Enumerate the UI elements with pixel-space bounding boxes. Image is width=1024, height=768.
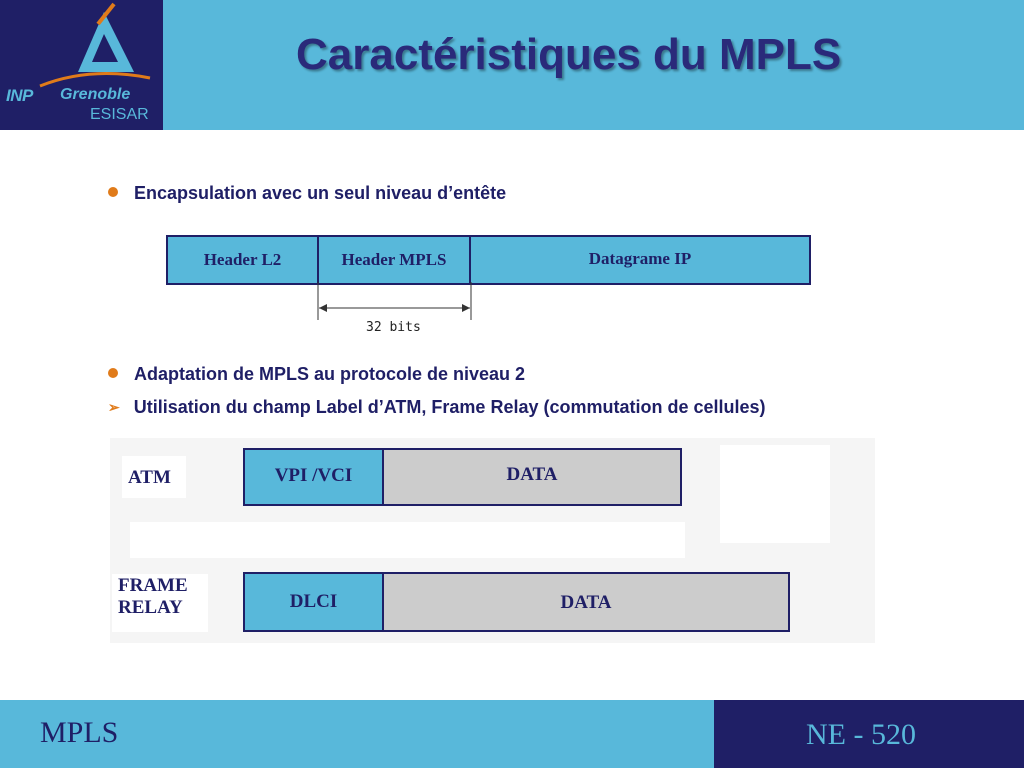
dlci-box [243, 572, 384, 632]
bullet-dot-icon [108, 368, 118, 378]
footer-left [0, 700, 714, 768]
bullet-encapsulation [108, 183, 506, 204]
header-l2-label: Header L2 [203, 250, 282, 269]
bullet-text: Adaptation de MPLS au protocole de niveau 2 [134, 364, 526, 384]
header-mpls-label: Header MPLS [341, 250, 447, 269]
sub-bullet-text: Utilisation du champ Label d’ATM, Frame Relay (commutation de cellules) [133, 397, 766, 417]
arrow-bullet-icon: ➢ [108, 399, 120, 415]
footer-course-name: MPLS [40, 716, 119, 749]
bits-dimension-arrow-icon [310, 282, 480, 322]
diagram-blank-patch [130, 522, 685, 558]
header-mpls-box [317, 235, 471, 285]
logo-grenoble: Grenoble [60, 86, 131, 103]
atm-data-box [382, 448, 682, 506]
datagram-ip-box [469, 235, 811, 285]
footer-course-code: NE - 520 [806, 718, 916, 751]
logo-esisar: ESISAR [90, 106, 149, 123]
frame-relay-data-label: DATA [560, 592, 612, 613]
bullet-dot-icon [108, 187, 118, 197]
bullet-text: Encapsulation avec un seul niveau d’entête [134, 183, 507, 203]
frame-relay-line2: RELAY [118, 596, 183, 618]
vpi-vci-box [243, 448, 384, 506]
bullet-adaptation [108, 364, 525, 385]
atm-data-label: DATA [506, 464, 558, 485]
logo-inp: INP [6, 86, 33, 105]
vpi-vci-label: VPI /VCI [274, 465, 353, 486]
bits-label: 32 bits [366, 320, 421, 335]
footer-right [714, 700, 1024, 768]
dlci-label: DLCI [289, 591, 338, 612]
frame-relay-label [118, 575, 188, 619]
header-l2-box [166, 235, 319, 285]
diagram-blank-patch [720, 445, 830, 543]
sub-bullet-label-usage [108, 397, 766, 418]
logo [0, 0, 163, 130]
frame-relay-data-box [382, 572, 790, 632]
atm-label: ATM [128, 467, 171, 488]
datagram-ip-label: Datagrame IP [588, 249, 692, 268]
page-title: Caractéristiques du MPLS [296, 30, 842, 79]
frame-relay-line1: FRAME [118, 575, 188, 596]
